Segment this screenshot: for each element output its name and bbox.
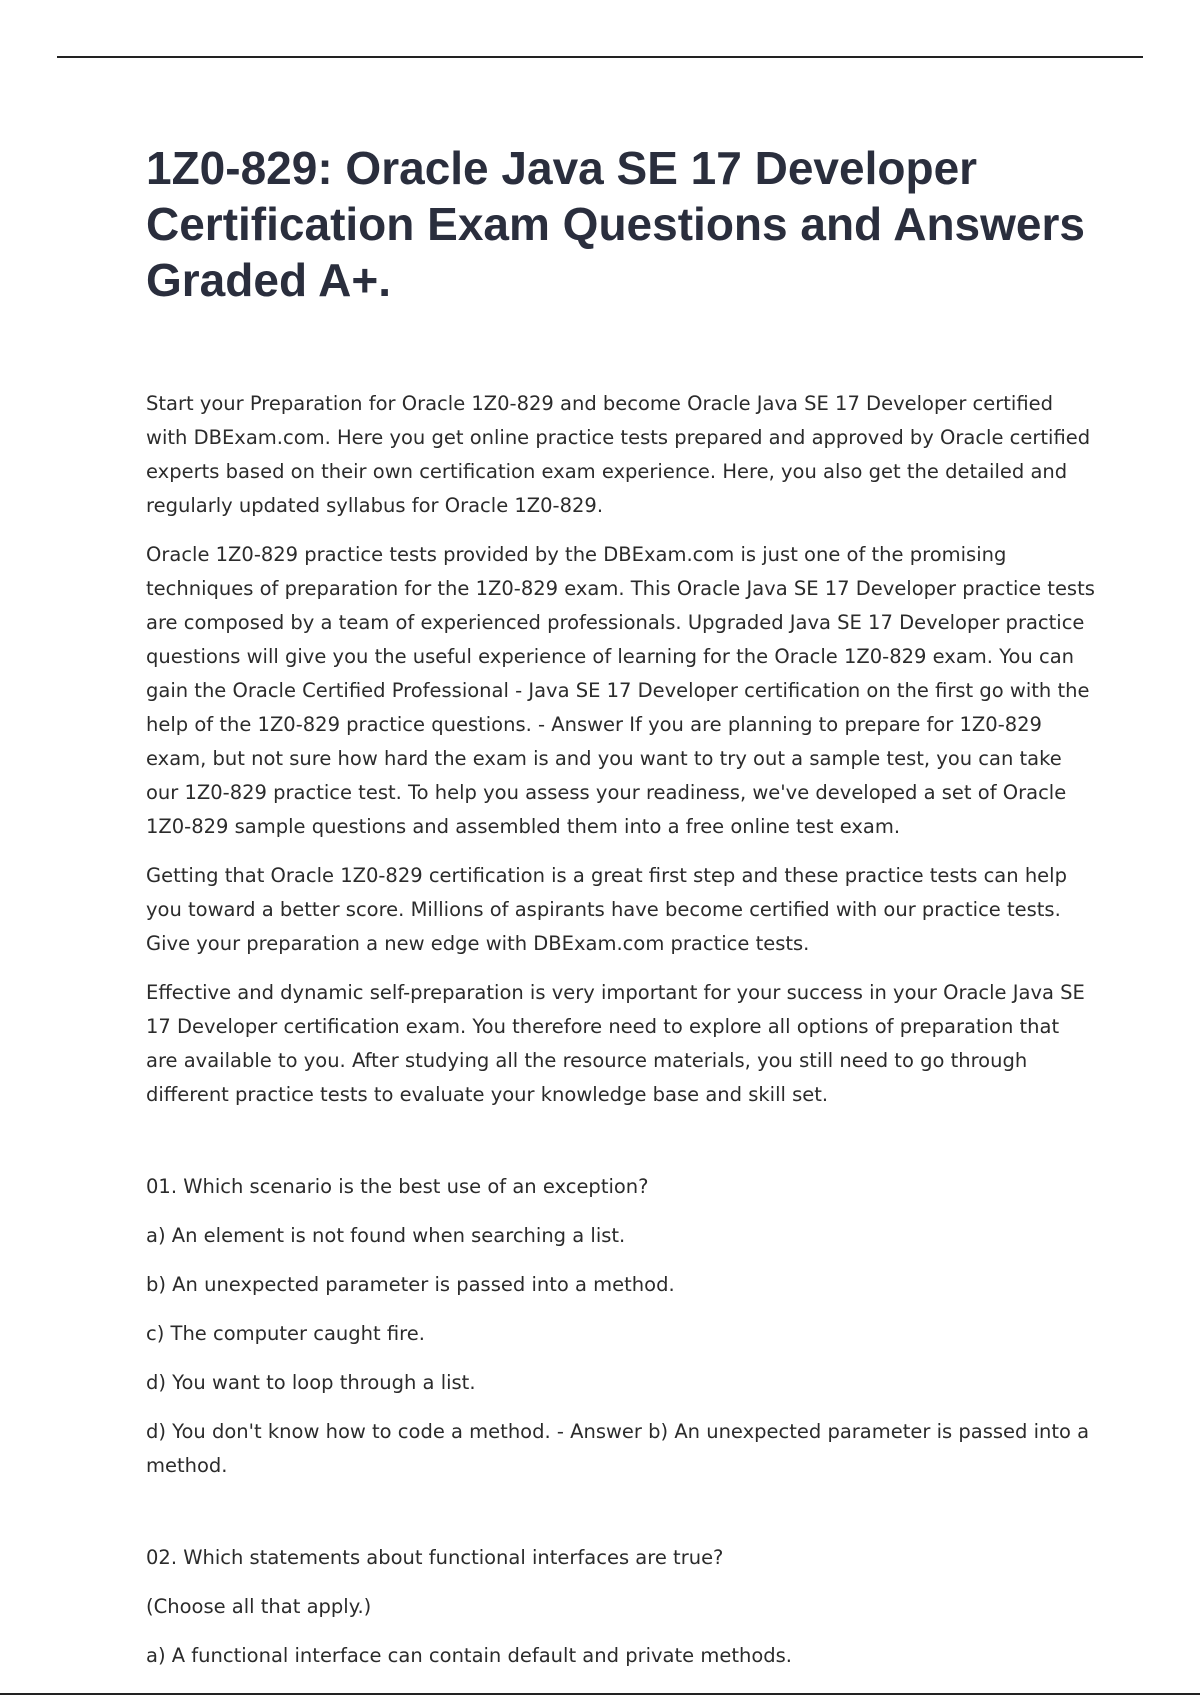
- question-prompt: 01. Which scenario is the best use of an exception?: [146, 1175, 649, 1198]
- question-option: a) A functional interface can contain default and private methods.: [146, 1644, 792, 1667]
- question-1: [146, 1170, 1096, 1483]
- question-answer: d) You don't know how to code a method. - Answer b) An unexpected parameter is passed into a method.: [146, 1420, 1090, 1477]
- question-option: b) An unexpected parameter is passed into a method.: [146, 1273, 675, 1296]
- question-prompt: 02. Which statements about functional interfaces are true?: [146, 1546, 724, 1569]
- intro-paragraph: Getting that Oracle 1Z0-829 certification is a great first step and these practice tests can help you toward a better score. Millions of aspirants have become certified with our practice tests. Give your preparation a new edge with DBExam.com practice tests.: [146, 864, 1067, 955]
- document-title: 1Z0-829: Oracle Java SE 17 Developer Certification Exam Questions and Answers Graded A+.: [146, 142, 1085, 306]
- question-option: a) An element is not found when searching a list.: [146, 1224, 626, 1247]
- intro-paragraph: Start your Preparation for Oracle 1Z0-829 and become Oracle Java SE 17 Developer certified with DBExam.com. Here you get online practice tests prepared and approved by Oracle certified experts based on their own certification exam experience. Here, you also get the detailed and regularly updated syllabus for Oracle 1Z0-829.: [146, 392, 1091, 517]
- bottom-divider: [0, 1693, 1200, 1695]
- intro-paragraph: Effective and dynamic self-preparation is very important for your success in your Oracle Java SE 17 Developer certification exam. You therefore need to explore all options of preparation that are available to you. After studying all the resource materials, you still need to go through different practice tests to evaluate your knowledge base and skill set.: [146, 981, 1085, 1106]
- question-note: (Choose all that apply.): [146, 1595, 372, 1618]
- intro-section: [146, 387, 1096, 1112]
- top-divider: [57, 56, 1143, 58]
- document-body: [146, 140, 1096, 1688]
- question-option: d) You want to loop through a list.: [146, 1371, 476, 1394]
- question-option: c) The computer caught fire.: [146, 1322, 425, 1345]
- question-2: [146, 1541, 1096, 1673]
- intro-paragraph: Oracle 1Z0-829 practice tests provided by the DBExam.com is just one of the promising techniques of preparation for the 1Z0-829 exam. This Oracle Java SE 17 Developer practice tests are composed by a team of experienced professionals. Upgraded Java SE 17 Developer practice questions will give you the useful experience of learning for the Oracle 1Z0-829 exam. You can gain the Oracle Certified Professional - Java SE 17 Developer certification on the first go with the help of the 1Z0-829 practice questions. - Answer If you are planning to prepare for 1Z0-829 exam, but not sure how hard the exam is and you want to try out a sample test, you can take our 1Z0-829 practice test. To help you assess your readiness, we've developed a set of Oracle 1Z0-829 sample questions and assembled them into a free online test exam.: [146, 543, 1095, 838]
